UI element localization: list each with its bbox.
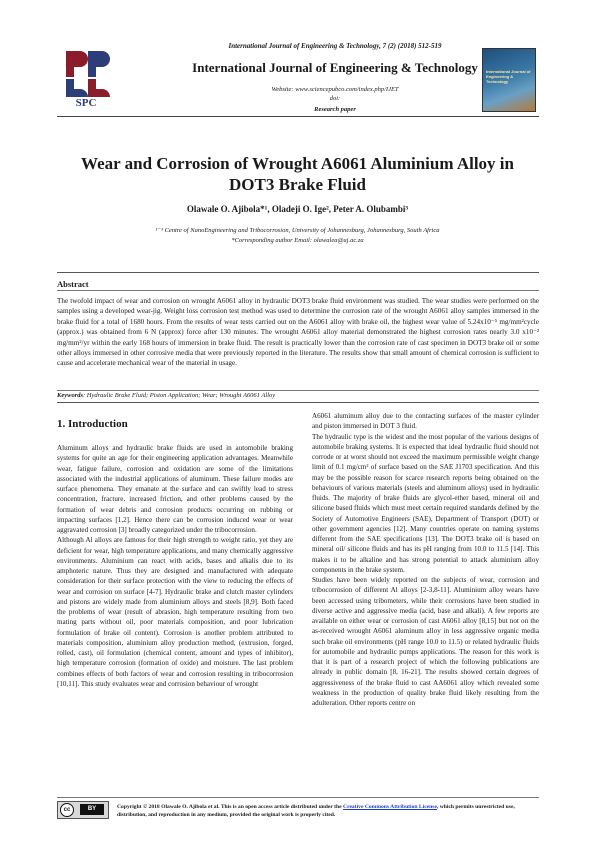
- cc-icon: cc: [60, 803, 74, 817]
- journal-name: International Journal of Engineering & Technology: [192, 60, 478, 75]
- header-divider: [57, 116, 539, 117]
- article-authors: Olawale O. Ajibola*¹, Oladeji O. Ige², Peter A. Olubambi³: [186, 204, 409, 214]
- website-text[interactable]: Website: www.sciencepubco.com/index.php/IJET: [271, 86, 399, 93]
- paragraph: Although Al alloys are famous for their high strength to weight ratio, yet they are deficient for wear, high temperature applications, and many chemically aggressive environments. Aluminium can react with acids, bases and alkalis due to its amphoteric nature. Thus they are designed and manufactured with adequate consideration for their surface protection with the view to reducing the effects of wear and corrosion on surface [4-7]. Hydraulic brake and clutch master cylinders and pistons are widely made from aluminium alloys and steels [8,9]. Both faced the problems of wear (result of abrasion, high temperature resulting from two mating parts without oil, poor materials composition, and poor lubrication formulation of brake oil content). Corrosion is another problem attributed to materials composition, aluminium alloy production method, (extrusion, forged, rolled, cast), oil formulation (chemical content, amount and types of inhibitor), high temperature corrosion (formation of oxide) and moisture. The last problem combines effects of both factors of wear and corrosion resulting in tribocorrosion [10,11]. This study evaluates wear and corrosion behaviour of wrought: [57, 536, 293, 688]
- copyright-notice: [117, 803, 539, 819]
- corresponding-email: *Corresponding author Email: olawalea@uj.ac.za: [231, 237, 364, 244]
- logo-text: SPC: [60, 97, 112, 109]
- article-title: Wear and Corrosion of Wrought A6061 Aluminium Alloy in DOT3 Brake Fluid: [81, 154, 514, 194]
- by-icon: BY: [80, 804, 104, 815]
- journal-website: [135, 85, 535, 103]
- abstract-heading-rule: [57, 290, 539, 291]
- copyright-text-end: , which permits unrestricted use, distribution, and reproduction in any medium, provided the original work is properly cited.: [117, 804, 515, 818]
- abstract-top-rule: [57, 272, 539, 273]
- spc-logo: [60, 45, 112, 113]
- journal-citation: International Journal of Engineering & Technology, 7 (2) (2018) 512-519: [228, 42, 442, 50]
- abstract-bottom-rule: [57, 390, 539, 391]
- cc-by-license-badge[interactable]: [57, 801, 109, 819]
- paragraph: The hydraulic type is the widest and the most popular of the various designs of automobile braking systems. It is expected that ideal hydraulic fluid should not corrode or at worst should not exceed the maximum permissible weight change limit of 0.1 mg/cm² of surface based on the SAE J1703 specification. And this may be the possible reason for scarce research reports being obtained on the behaviours of various materials (steels and aluminum alloys) used in hydraulic fluids. The majority of brake fluids are glycol-ether based, mineral oil and silicone based fluids which must meet certain required standards defined by the Society of Automotive Engineers (SAE), Department of Transport (DOT) or other government agencies [12]. Many countries operate on naming systems different from the SAE specifications [13]. The DOT3 brake oil is based on mineral oil/ silicone fluids and has its pH ranging from 10.0 to 11.5 [14]. This makes it to be alkaline and has strong potential to attack aluminium alloy components in the brake system.: [312, 432, 539, 574]
- doi-text: doi:: [329, 95, 341, 102]
- paragraph: A6061 aluminum alloy due to the contacting surfaces of the master cylinder and piston immersed in DOT 3 fluid.: [312, 412, 539, 431]
- copyright-text: Copyright © 2018 Olawale O. Ajibola et al. This is an open access article distributed under the: [117, 804, 344, 810]
- abstract-heading: Abstract: [57, 279, 89, 289]
- article-type: Research paper: [314, 106, 356, 113]
- column-left: [57, 443, 293, 689]
- paragraph: Studies have been widely reported on the subjects of wear, corrosion and tribocorrosion of different Al alloys [2-3,8-11]. Aluminium alloy wears have been accessed using tribometers, while their corrosions have been studied in diverse active and aggressive media (acid, base and alkali). A few reports are available on either wear or corrosion of cast A6061 alloy [8,15] but not on the as-received wrought A6061 aluminum alloy in less aggressive organic media such brake oil environments (pH range 10.0 to 11.5) or related hydraulic fluids for automobile and hydraulic pumps applications. The reason for this work is that it is part of a research project of which the following publications are already in public domain [8, 16-21]. The results showed certain degrees of aggressiveness of the brake fluid to cast AA6061 alloy which revealed some weakness in the production of quality brake fluid likely resulting from the adulteration. Other reports centre on: [312, 576, 539, 707]
- footer-rule: [57, 797, 539, 798]
- affiliation-text: ¹⁻³ Centre of NanoEngineering and Tribocorrosion, University of Johannesburg, Johannesburg, South Africa: [155, 227, 440, 234]
- keywords-list: : Hydraulic Brake Fluid; Piston Application; Wear; Wrought A6061 Alloy: [83, 392, 276, 399]
- keywords: [57, 392, 539, 399]
- license-link[interactable]: Creative Commons Attribution License: [343, 804, 437, 810]
- cover-title: International Journal of Engineering & Technology: [486, 69, 531, 84]
- abstract-text: The twofold impact of wear and corrosion on wrought A6061 alloy in hydraulic DOT3 brake fluid environment was studied. The wear studies were performed on the samples using a developed wear-jig. Weight loss corrosion test method was used to determine the corrosion rate of the wrought A6061 alloy samples immersed in the brake fluid for a total of 1680 hours. From the results of wear tests carried out on the A6061 alloy with brake oil, the highest wear value of 5.24x10⁻⁵ mg/mm²cycle (approx.) was obtained from 6 N (approx) force after 130 minutes. The wrought A6061 alloy material demonstrated the highest corrosion rates nearly 3.0 x10⁻² mg/mm²/yr within the early 168 hours of immersion in brake fluid. The result is practically lower than the corrosion rate of cast specimen in DOT3 brake oil or some other alloys immersed in other corrosive media that were previously reported in the literature. The results show that small amount of chemical corrosion is sufficient to cause and accelerate mechanical wear of the material in usage.: [57, 297, 539, 368]
- column-right: [312, 411, 539, 708]
- journal-cover-image: [482, 48, 536, 112]
- keywords-rule: [57, 402, 539, 403]
- keywords-label: Keywords: [57, 392, 83, 399]
- section-heading-introduction: 1. Introduction: [57, 418, 128, 430]
- paragraph: Aluminum alloys and hydraulic brake fluids are used in automobile braking systems for quite an age for their engineering application advantages. Meanwhile wear, fatigue failure, corrosion and oxidation are some of the limitations associated with the industrial applications of aluminum. These failure modes are surface phenomena. They emanate at the surface and can swiftly lead to stress concentration, fracture, increased friction, and other problems caused by the formation of wear debris and corrosion products occurring on rubbing or impacting surfaces [1,2]. Hence there can be corrosion induced wear or wear aggravated corrosion [3] broadly categorized under the tribocorrosion.: [57, 444, 293, 534]
- author-affiliation: [70, 226, 525, 246]
